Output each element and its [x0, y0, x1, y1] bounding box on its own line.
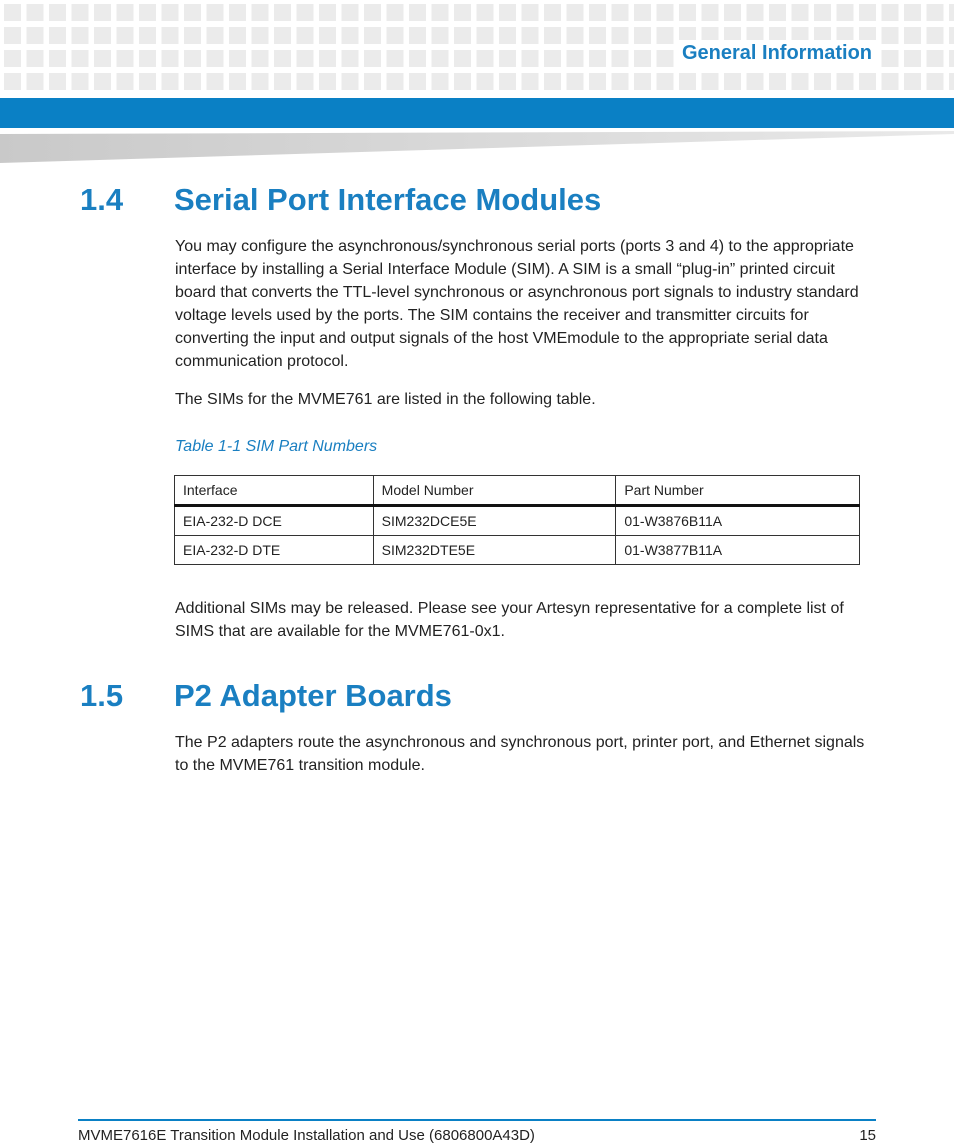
section-heading-1-5: [80, 678, 880, 718]
footer-document-title: MVME7616E Transition Module Installation and Use (6806800A43D): [78, 1127, 535, 1144]
running-header-title: General Information: [674, 40, 880, 67]
page-number: 15: [859, 1127, 876, 1144]
table-row: [175, 536, 860, 565]
paragraph-p2-adapters: The P2 adapters route the asynchronous and synchronous port, printer port, and Ethernet signals to the MVME761 transition module.: [175, 734, 865, 774]
paragraph-additional-sims: Additional SIMs may be released. Please see your Artesyn representative for a complete list of SIMS that are available for the MVME761-0x1.: [175, 600, 844, 640]
section-number: 1.5: [80, 678, 124, 713]
header-grey-wedge: [0, 131, 954, 163]
table-header-cell: Model Number: [373, 476, 616, 506]
sim-part-numbers-table: [174, 475, 860, 565]
table-header-row: [175, 476, 860, 506]
table-row: [175, 506, 860, 536]
table-cell: 01-W3876B11A: [616, 506, 860, 536]
footer-rule: [78, 1119, 876, 1121]
table-cell: SIM232DTE5E: [373, 536, 616, 565]
section-heading-1-4: [80, 182, 880, 222]
section-title: P2 Adapter Boards: [174, 678, 452, 713]
paragraph-sim-table-intro: The SIMs for the MVME761 are listed in the following table.: [175, 391, 596, 408]
table-header-cell: Interface: [175, 476, 374, 506]
section-title: Serial Port Interface Modules: [174, 182, 602, 217]
paragraph-sim-intro: You may configure the asynchronous/synchronous serial ports (ports 3 and 4) to the appropriate interface by installing a Serial Interface Module (SIM). A SIM is a small “plug-in” printed circuit board that converts the TTL-level synchronous or asynchronous port signals to industry standard voltage levels used by the ports. The SIM contains the receiver and transmitter circuits for converting the input and output signals of the host VMEmodule to the appropriate serial data communication protocol.: [175, 238, 859, 370]
header-blue-band: [0, 98, 954, 128]
table-cell: EIA-232-D DTE: [175, 536, 374, 565]
table-cell: EIA-232-D DCE: [175, 506, 374, 536]
table-header-cell: Part Number: [616, 476, 860, 506]
table-caption: Table 1-1 SIM Part Numbers: [175, 438, 378, 455]
section-number: 1.4: [80, 182, 124, 217]
table-cell: 01-W3877B11A: [616, 536, 860, 565]
table-cell: SIM232DCE5E: [373, 506, 616, 536]
